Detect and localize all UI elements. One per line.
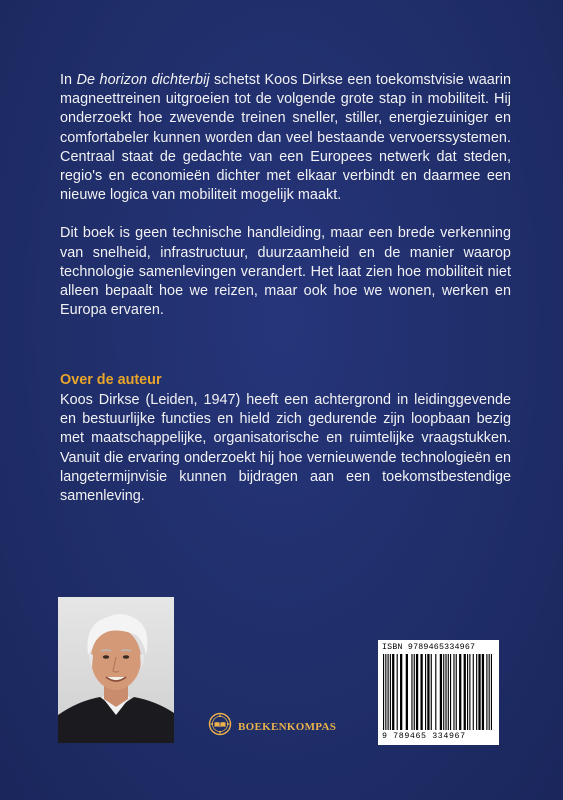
barcode-bar: [467, 654, 468, 730]
barcode-bar: [414, 654, 415, 730]
barcode-bar: [425, 654, 426, 730]
barcode-bar: [489, 654, 490, 730]
isbn-barcode: [378, 640, 499, 745]
barcode-bar: [445, 654, 446, 730]
barcode-bar: [456, 654, 457, 730]
barcode-bar: [383, 654, 384, 730]
barcode-bar: [416, 654, 418, 730]
barcode-bar: [400, 654, 402, 730]
barcode-bar: [443, 654, 444, 730]
barcode-bar: [390, 654, 391, 730]
barcode-bar: [491, 654, 492, 730]
barcode-bar: [397, 654, 398, 730]
barcode-bar: [482, 654, 484, 730]
barcode-bar: [453, 654, 454, 730]
barcode-bar: [420, 654, 422, 730]
barcode-bar: [473, 654, 474, 730]
publisher-name: BOEKENKOMPAS: [238, 720, 337, 733]
isbn-label: ISBN 9789465334967: [382, 643, 476, 652]
book-title-reference: De horizon dichterbij: [76, 72, 210, 88]
barcode-bar: [431, 654, 432, 730]
barcode-bar: [476, 654, 477, 730]
barcode-bar: [385, 654, 386, 730]
barcode-bar: [464, 654, 466, 730]
barcode-digits: 9 789465 334967: [382, 732, 466, 741]
blurb-text: [60, 71, 511, 339]
barcode-bar: [448, 654, 449, 730]
barcode-bar: [427, 654, 429, 730]
publisher-logo: [208, 712, 336, 741]
barcode-bar: [450, 654, 451, 730]
blurb-p1-rest: schetst Koos Dirkse een toekomstvisie waarin magneettreinen uitgroeien tot de volgende grote stap in mobiliteit. Hij onderzoekt hoe zwevende treinen sneller, stiller, energiezuiniger en comfortabeler kunnen worden dan veel bestaande vervoerssystemen. Centraal staat de gedachte van een Europees netwerk dat steden, regio's en economieën dichter met elkaar verbindt en daarmee een nieuwe logica van mobiliteit mogelijk maakt.: [60, 72, 512, 204]
blurb-p1-prefix: In: [60, 72, 77, 88]
barcode-bar: [411, 654, 412, 730]
barcode-bar: [435, 654, 436, 730]
barcode-bars: [383, 654, 494, 732]
author-heading: Over de auteur: [60, 372, 162, 388]
barcode-bar: [406, 654, 408, 730]
barcode-bar: [469, 654, 470, 730]
barcode-bar: [459, 654, 461, 730]
barcode-bar: [388, 654, 389, 730]
blurb-paragraph-2: Dit boek is geen technische handleiding, maar een brede verkenning van snelheid, infrastructuur, duurzaamheid en de manier waarop technologie samenlevingen verandert. Het laat zien hoe mobiliteit niet alleen bepaalt hoe we reizen, maar ook hoe we wonen, werken en Europa ervaren.: [60, 225, 511, 319]
compass-book-icon: [208, 712, 232, 741]
blurb-paragraph-1: [60, 71, 511, 205]
barcode-bar: [440, 654, 442, 730]
author-photo: [58, 597, 174, 743]
barcode-bar: [392, 654, 394, 730]
author-bio: Koos Dirkse (Leiden, 1947) heeft een achtergrond in leidinggevende en bestuurlijke functies en hield zich gedurende zijn loopbaan bezig met maatschappelijke, organisatorische en ruimtelijke vraagstukken. Vanuit die ervaring onderzoekt hij hoe vernieuwende technologieën en langetermijnvisie kunnen bijdragen aan een toekomstbestendige samenleving.: [60, 392, 511, 505]
barcode-bar: [486, 654, 487, 730]
barcode-bar: [478, 654, 480, 730]
